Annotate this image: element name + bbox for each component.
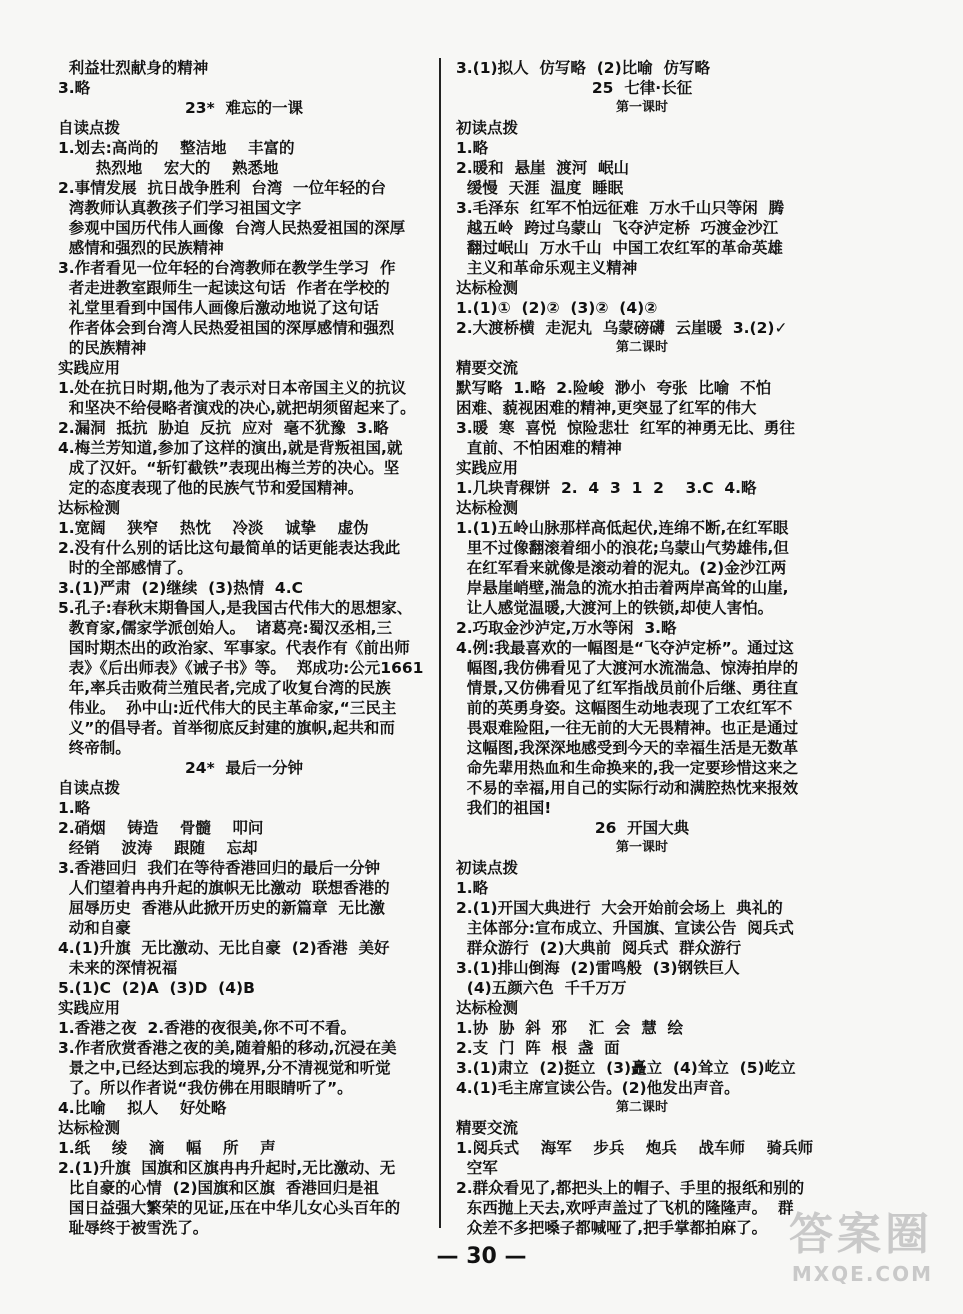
text-line: 让人感觉温暖,大渡河上的铁锁,却使人害怕。 <box>456 599 774 617</box>
text-line: 了。所以作者说“我仿佛在用眼睛听了”。 <box>58 1079 353 1097</box>
section-heading: 精要交流 <box>456 359 519 377</box>
text-line: 畏艰难险阻,一往无前的大无畏精神。也正是通过 <box>456 719 799 737</box>
text-line: 里不过像翻滚着细小的浪花;乌蒙山气势雄伟,但 <box>456 539 789 557</box>
section-title: 23* 难忘的一课 <box>185 99 303 117</box>
text-line: 终帝制。 <box>58 739 131 757</box>
text-line: 表》《后出师表》《诫子书》等。 郑成功:公元1661 <box>58 659 424 677</box>
lesson-subtitle: 第二课时 <box>615 340 668 355</box>
text-line: 不易的幸福,用自己的实际行动和满腔热忱来报效 <box>456 779 799 797</box>
text-line: (4)五颜六色 千千万万 <box>456 979 627 997</box>
text-line: 耻辱终于被雪洗了。 <box>58 1219 209 1237</box>
text-line: 人们望着冉冉升起的旗帜无比激动 联想香港的 <box>58 879 390 897</box>
section-heading: 自读点拨 <box>58 779 121 797</box>
text-line: 1.纸 绫 滴 幅 所 声 <box>58 1139 276 1157</box>
section-heading: 初读点拨 <box>456 119 519 137</box>
text-line: 年,率兵击败荷兰殖民者,完成了收复台湾的民族 <box>58 679 391 697</box>
text-line: 困难、藐视困难的精神,更突显了红军的伟大 <box>456 399 757 417</box>
text-line: 直前、不怕困难的精神 <box>456 439 622 457</box>
text-line: 3.略 <box>58 79 91 97</box>
text-line: 参观中国历代伟人画像 台湾人民热爱祖国的深厚 <box>58 219 406 237</box>
text-line: 4.比喻 拟人 好处略 <box>58 1099 227 1117</box>
text-line: 3.作者看见一位年轻的台湾教师在教学生学习 作 <box>58 259 396 277</box>
section-heading: 达标检测 <box>456 999 519 1017</box>
lesson-subtitle: 第二课时 <box>615 1100 668 1115</box>
section-heading: 达标检测 <box>456 499 519 517</box>
text-line: 感情和强烈的民族精神 <box>58 239 224 257</box>
text-line: 3.(1)严肃 (2)继续 (3)热情 4.C <box>58 579 303 597</box>
text-line: 2.硝烟 铸造 骨髓 叩问 <box>58 819 264 837</box>
text-line: 动和自豪 <box>58 919 131 937</box>
text-line: 湾教师认真教孩子们学习祖国文字 <box>58 199 302 217</box>
section-heading: 自读点拨 <box>58 119 121 137</box>
text-line: 屈辱历史 香港从此掀开历史的新篇章 无比激 <box>58 899 385 917</box>
text-line: 4.(1)毛主席宣读公告。(2)他发出声音。 <box>456 1079 740 1097</box>
text-line: 3.毛泽东 红军不怕远征难 万水千山只等闲 腾 <box>456 199 785 217</box>
section-heading: 实践应用 <box>456 459 519 477</box>
section-heading: 达标检测 <box>456 279 519 297</box>
text-line: 众差不多把嗓子都喊哑了,把手掌都拍麻了。 <box>456 1219 768 1237</box>
text-line: 1.略 <box>456 139 489 157</box>
text-line: 1.香港之夜 2.香港的夜很美,你不可不看。 <box>58 1019 357 1037</box>
text-line: 时的全部感情了。 <box>58 559 193 577</box>
text-line: 命先辈用热血和生命换来的,我一定要珍惜这来之 <box>456 759 799 777</box>
text-line: 缓慢 天涯 温度 睡眠 <box>456 179 624 197</box>
text-line: 4.梅兰芳知道,参加了这样的演出,就是背叛祖国,就 <box>58 439 403 457</box>
text-line: 2.支 门 阵 根 盏 面 <box>456 1039 620 1057</box>
text-line: 3.暖 寒 喜悦 惊险悲壮 红军的神勇无比、勇往 <box>456 419 795 437</box>
section-heading: 实践应用 <box>58 999 121 1017</box>
text-line: 主义和革命乐观主义精神 <box>456 259 638 277</box>
section-heading: 精要交流 <box>456 1119 519 1137</box>
text-line: 3.(1)肃立 (2)挺立 (3)矗立 (4)耸立 (5)屹立 <box>456 1059 796 1077</box>
text-line: 3.香港回归 我们在等待香港回归的最后一分钟 <box>58 859 380 877</box>
text-line: 3.(1)排山倒海 (2)雷鸣般 (3)钢铁巨人 <box>456 959 740 977</box>
text-line: 1.宽阔 狭窄 热忱 冷淡 诚挚 虚伪 <box>58 519 369 537</box>
text-line: 2.暖和 悬崖 渡河 岷山 <box>456 159 630 177</box>
text-line: 未来的深情祝福 <box>58 959 178 977</box>
text-line: 2.没有什么别的话比这句最简单的话更能表达我此 <box>58 539 401 557</box>
watermark-url: MXQE.COM <box>791 1262 933 1286</box>
text-line: 1.阅兵式 海军 步兵 炮兵 战车师 骑兵师 <box>456 1139 814 1157</box>
text-line: 情景,又仿佛看见了红军指战员前仆后继、勇往直 <box>456 679 799 697</box>
text-line: 幅图,我仿佛看见了大渡河水流湍急、惊涛拍岸的 <box>456 659 799 677</box>
text-line: 空军 <box>456 1159 498 1177</box>
text-line: 越五岭 跨过乌蒙山 飞夺泸定桥 巧渡金沙江 <box>456 219 779 237</box>
section-title: 26 开国大典 <box>594 819 690 837</box>
column-divider <box>439 58 441 1228</box>
text-line: 1.几块青稞饼 2. 4 3 1 2 3.C 4.略 <box>456 479 757 497</box>
section-title: 24* 最后一分钟 <box>185 759 303 777</box>
text-line: 群众游行 (2)大典前 阅兵式 群众游行 <box>456 939 742 957</box>
left-column <box>58 58 430 1238</box>
text-line: 成了汉奸。“斩钉截铁”表现出梅兰芳的决心。坚 <box>58 459 400 477</box>
text-line: 1.略 <box>456 879 489 897</box>
text-line: 东西抛上天去,欢呼声盖过了飞机的隆隆声。 群 <box>456 1199 794 1217</box>
section-heading: 初读点拨 <box>456 859 519 877</box>
right-column <box>456 58 828 1238</box>
text-line: 3.(1)拟人 仿写略 (2)比喻 仿写略 <box>456 59 710 77</box>
text-line: 岸悬崖峭壁,湍急的流水拍击着两岸高耸的山崖, <box>456 579 789 597</box>
text-line: 伟业。 孙中山:近代伟大的民主革命家,“三民主 <box>58 699 397 717</box>
text-line: 这幅图,我深深地感受到今天的幸福生活是无数革 <box>456 739 799 757</box>
section-heading: 实践应用 <box>58 359 121 377</box>
text-line: 景之中,已经达到忘我的境界,分不清视觉和听觉 <box>58 1059 391 1077</box>
text-line: 经销 波涛 跟随 忘却 <box>58 839 258 857</box>
text-line: 1.处在抗日时期,他为了表示对日本帝国主义的抗议 <box>58 379 407 397</box>
text-line: 作者体会到台湾人民热爱祖国的深厚感情和强烈 <box>58 319 395 337</box>
section-heading: 达标检测 <box>58 1119 121 1137</box>
lesson-subtitle: 第一课时 <box>615 100 668 115</box>
text-line: 教育家,儒家学派创始人。 诸葛亮:蜀汉丞相,三 <box>58 619 393 637</box>
text-line: 我们的祖国! <box>456 799 552 817</box>
text-line: 2.巧取金沙泸定,万水等闲 3.略 <box>456 619 677 637</box>
text-line: 国时期杰出的政治家、军事家。代表作有《前出师 <box>58 639 410 657</box>
text-line: 2.大渡桥横 走泥丸 乌蒙磅礴 云崖暖 3.(2)✓ <box>456 319 788 337</box>
text-line: 1.略 <box>58 799 91 817</box>
text-line: 利益壮烈献身的精神 <box>58 59 209 77</box>
text-line: 2.漏洞 抵抗 胁迫 反抗 应对 毫不犹豫 3.略 <box>58 419 389 437</box>
section-title: 25 七律·长征 <box>591 79 693 97</box>
text-line: 5.孔子:春秋末期鲁国人,是我国古代伟大的思想家、 <box>58 599 413 617</box>
text-line: 默写略 1.略 2.险峻 渺小 夸张 比喻 不怕 <box>456 379 772 397</box>
text-line: 4.例:我最喜欢的一幅图是“飞夺泸定桥”。通过这 <box>456 639 794 657</box>
text-line: 翻过岷山 万水千山 中国工农红军的革命英雄 <box>456 239 783 257</box>
text-line: 和坚决不给侵略者演戏的决心,就把胡须留起来了。 <box>58 399 416 417</box>
text-line: 1.(1)五岭山脉那样高低起伏,连绵不断,在红军眼 <box>456 519 789 537</box>
text-line: 3.作者欣赏香港之夜的美,随着船的移动,沉浸在美 <box>58 1039 397 1057</box>
text-line: 5.(1)C (2)A (3)D (4)B <box>58 979 255 997</box>
text-line: 在红军看来就像是滚动着的泥丸。(2)金沙江两 <box>456 559 787 577</box>
text-line: 2.事情发展 抗日战争胜利 台湾 一位年轻的台 <box>58 179 387 197</box>
text-line: 2.(1)升旗 国旗和区旗冉冉升起时,无比激动、无 <box>58 1159 396 1177</box>
text-line: 主体部分:宣布成立、升国旗、宣读公告 阅兵式 <box>456 919 794 937</box>
lesson-subtitle: 第一课时 <box>615 840 668 855</box>
page-number: — 30 — <box>436 1244 527 1269</box>
text-line: 热烈地 宏大的 熟悉地 <box>58 159 279 177</box>
text-line: 1.(1)① (2)② (3)② (4)② <box>456 299 658 317</box>
text-line: 4.(1)升旗 无比激动、无比自豪 (2)香港 美好 <box>58 939 390 957</box>
text-line: 者走进教室跟师生一起读这句话 作者在学校的 <box>58 279 390 297</box>
text-line: 1.协 胁 斜 邪 汇 会 慧 绘 <box>456 1019 684 1037</box>
text-line: 2.群众看见了,都把头上的帽子、手里的报纸和别的 <box>456 1179 805 1197</box>
text-line: 1.划去:高尚的 整洁地 丰富的 <box>58 139 295 157</box>
watermark <box>733 1198 933 1308</box>
text-line: 礼堂里看到中国伟人画像后激动地说了这句话 <box>58 299 379 317</box>
text-line: 的民族精神 <box>58 339 147 357</box>
text-line: 定的态度表现了他的民族气节和爱国精神。 <box>58 479 364 497</box>
text-line: 比自豪的心情 (2)国旗和区旗 香港回归是祖 <box>58 1179 379 1197</box>
text-line: 义”的倡导者。首举彻底反封建的旗帜,起共和而 <box>58 719 395 737</box>
text-line: 前的英勇身姿。这幅图生动地表现了工农红军不 <box>456 699 793 717</box>
text-line: 国日益强大繁荣的见证,压在中华儿女心头百年的 <box>58 1199 401 1217</box>
watermark-logo: 答案圈 <box>789 1209 933 1260</box>
section-heading: 达标检测 <box>58 499 121 517</box>
text-line: 2.(1)开国大典进行 大会开始前会场上 典礼的 <box>456 899 783 917</box>
